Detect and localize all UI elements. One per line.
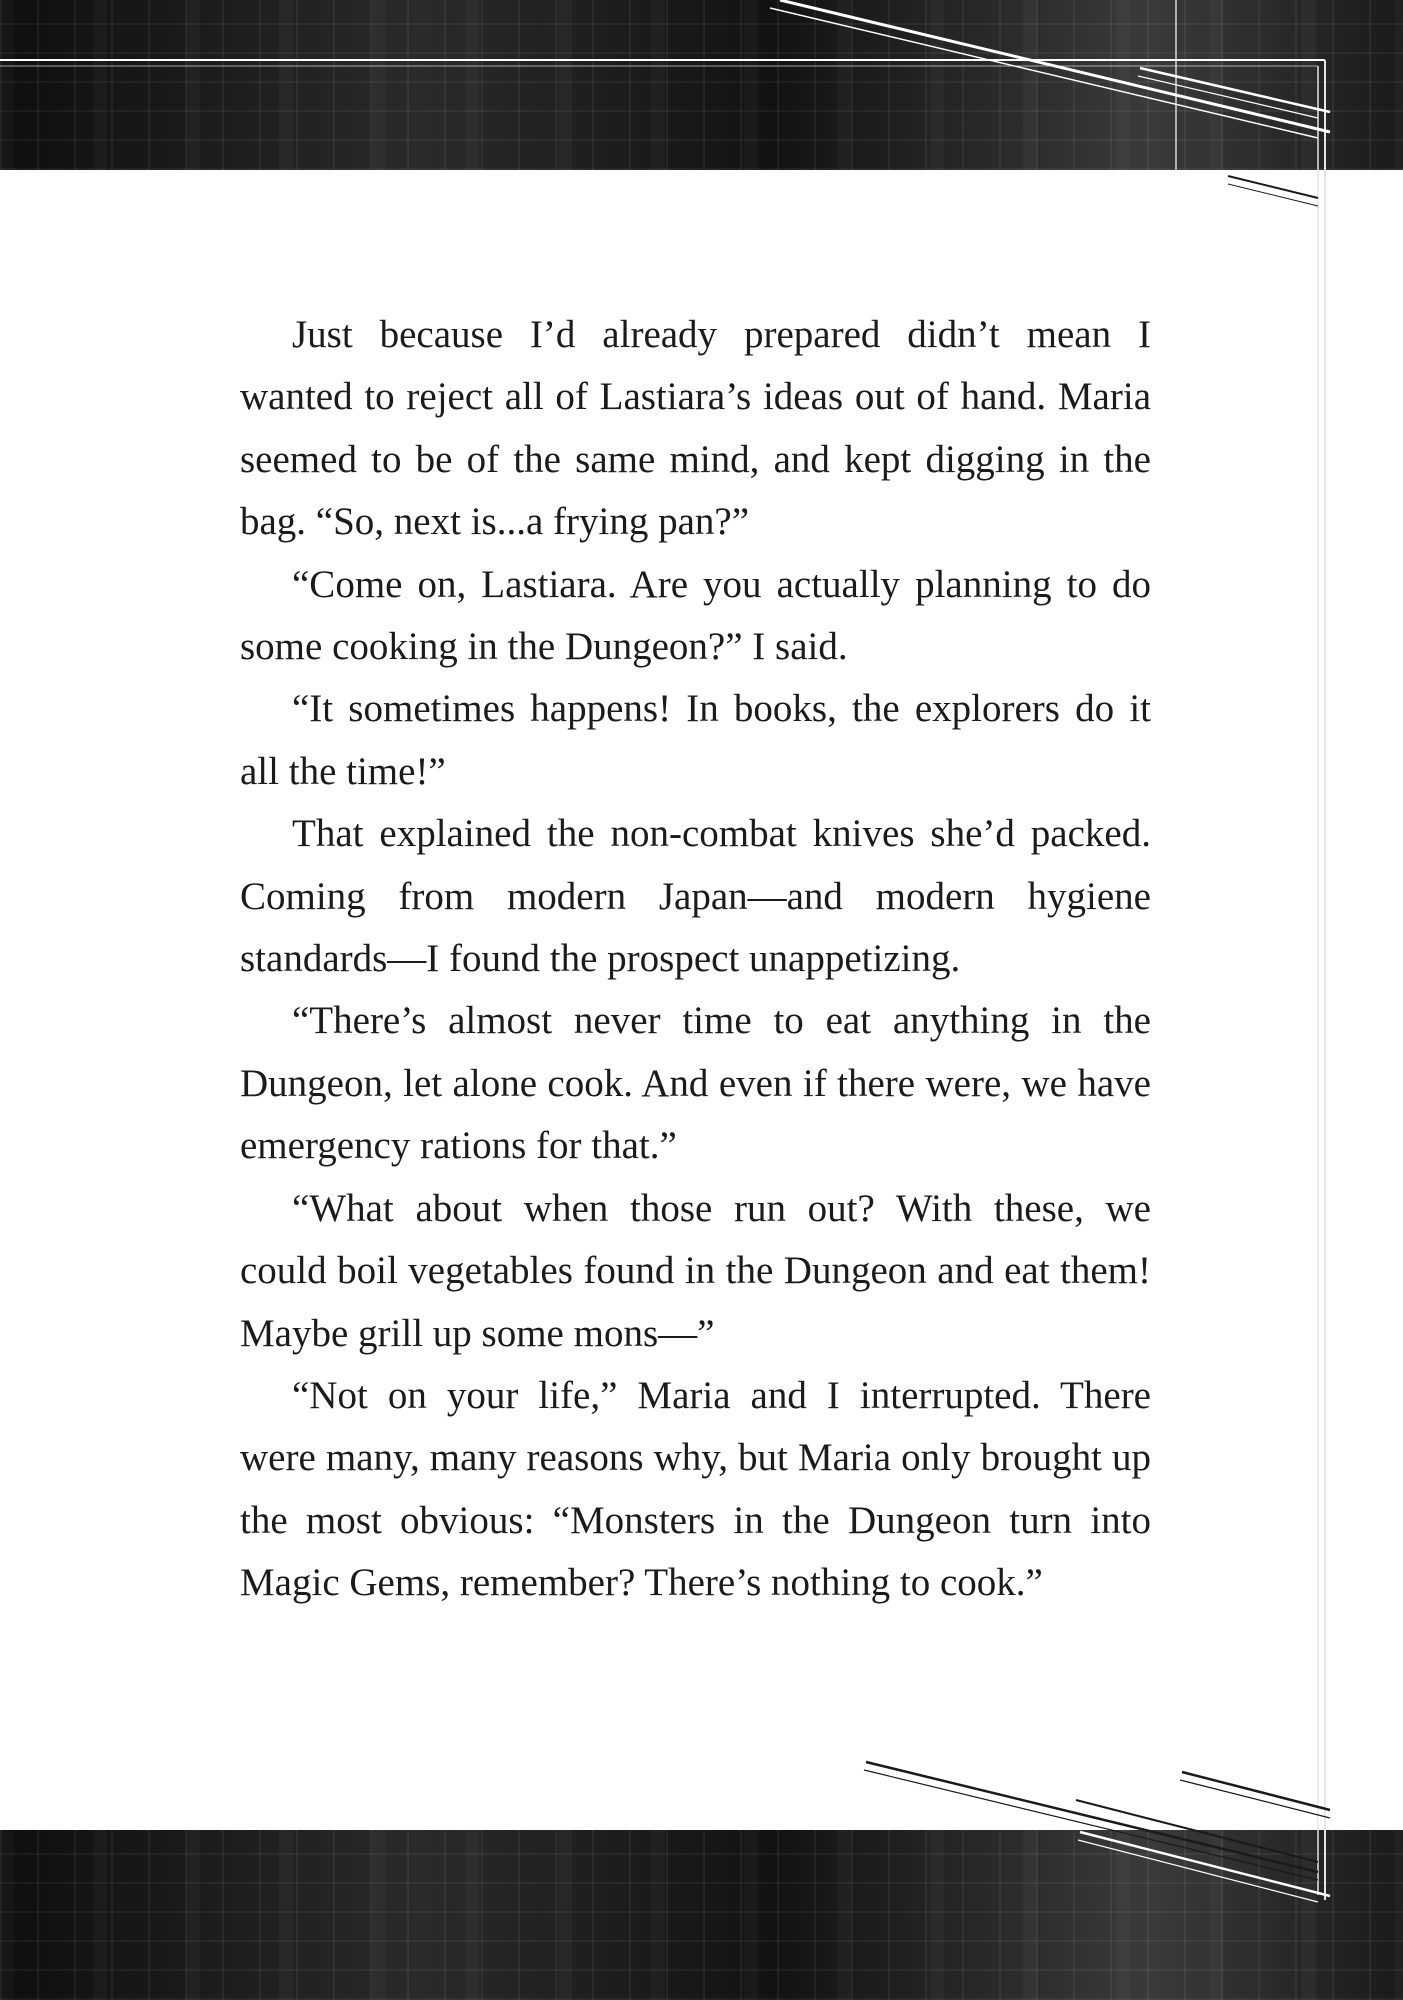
top-decorative-band <box>0 0 1403 170</box>
paragraph: “It sometimes happens! In books, the explorers do it all the time!” <box>240 687 1151 793</box>
bottom-decorative-band <box>0 1830 1403 2000</box>
paragraph: “What about when those run out? With these, we could boil vegetables found in the Dungeon and eat them! Maybe grill up some mons—” <box>240 1186 1151 1355</box>
page-body-text <box>240 304 1151 1615</box>
paragraph: “Not on your life,” Maria and I interrupted. There were many, many reasons why, but Maria only brought up the most obvious: “Monsters in the Dungeon turn into Magic Gems, remember? There’s nothing to cook.” <box>240 1373 1151 1605</box>
paragraph: “Come on, Lastiara. Are you actually planning to do some cooking in the Dungeon?” I said. <box>240 562 1151 669</box>
paragraph: Just because I’d already prepared didn’t mean I wanted to reject all of Lastiara’s ideas out of hand. Maria seemed to be of the same mind, and kept digging in the bag. “So, next is...a frying pan?” <box>240 313 1151 544</box>
paragraph: “There’s almost never time to eat anything in the Dungeon, let alone cook. And even if there were, we have emergency rations for that.” <box>240 999 1151 1168</box>
paragraph: That explained the non-combat knives she’d packed. Coming from modern Japan—and modern hygiene standards—I found the prospect unappetizing. <box>240 812 1151 981</box>
